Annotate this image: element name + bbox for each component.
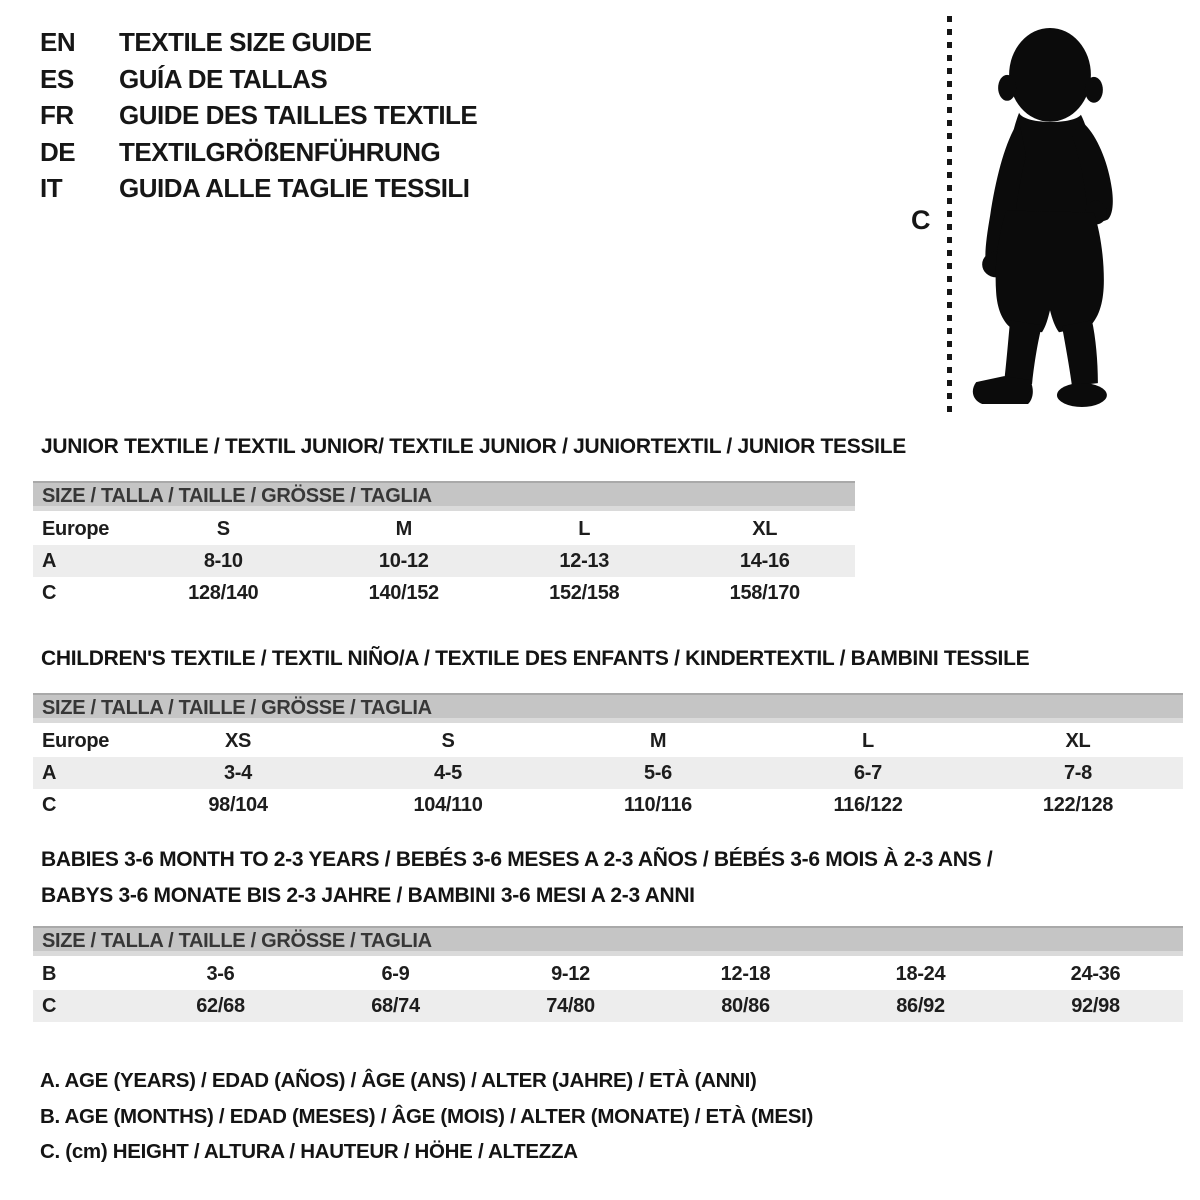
height-dimension-line <box>947 16 952 419</box>
language-code: IT <box>40 173 63 203</box>
language-row <box>40 170 477 207</box>
size-cell: 12-18 <box>720 962 771 985</box>
section-title: JUNIOR TEXTILE / TEXTIL JUNIOR/ TEXTILE JUNIOR / JUNIORTEXTIL / JUNIOR TESSILE <box>41 435 906 458</box>
size-cell: 68/74 <box>371 994 420 1017</box>
size-cell: 116/122 <box>833 793 903 816</box>
language-row <box>40 61 477 98</box>
size-cell: 104/110 <box>413 793 483 816</box>
size-cell: 122/128 <box>1042 793 1114 816</box>
size-cell: 140/152 <box>368 581 439 604</box>
size-cell: 4-5 <box>433 761 462 784</box>
size-table <box>33 513 855 609</box>
size-cell: 8-10 <box>203 549 243 572</box>
language-row <box>40 134 477 171</box>
size-cell: 110/116 <box>624 793 692 816</box>
section-title: BABYS 3-6 MONATE BIS 2-3 JAHRE / BAMBINI 3-6 MESI A 2-3 ANNI <box>41 884 695 907</box>
row-label: C <box>42 994 57 1017</box>
section-junior <box>33 429 906 609</box>
size-table <box>33 725 1183 821</box>
language-code: EN <box>40 27 76 57</box>
table-header-bar: SIZE / TALLA / TAILLE / GRÖSSE / TAGLIA <box>33 481 855 511</box>
row-label: B <box>42 962 57 985</box>
section-title: BABIES 3-6 MONTH TO 2-3 YEARS / BEBÉS 3-6 MESES A 2-3 AÑOS / BÉBÉS 3-6 MOIS À 2-3 ANS / <box>41 848 993 871</box>
row-label: C <box>42 581 57 604</box>
language-title: TEXTILE SIZE GUIDE <box>119 27 372 57</box>
size-cell: M <box>395 517 412 540</box>
toddler-silhouette-icon <box>961 21 1138 420</box>
size-table <box>33 958 1183 1022</box>
language-code: FR <box>40 100 74 130</box>
table-row <box>33 725 1183 757</box>
size-cell: 86/92 <box>896 994 945 1017</box>
size-cell: M <box>649 729 667 752</box>
size-cell: 128/140 <box>188 581 259 604</box>
language-row <box>40 97 477 134</box>
row-label: Europe <box>42 517 110 540</box>
table-row <box>33 958 1183 990</box>
size-cell: 92/98 <box>1071 994 1120 1017</box>
table-row <box>33 757 1183 789</box>
size-cell: 12-13 <box>559 549 610 572</box>
table-row <box>33 990 1183 1022</box>
language-title: GUÍA DE TALLAS <box>119 63 328 94</box>
table-header-bar: SIZE / TALLA / TAILLE / GRÖSSE / TAGLIA <box>33 926 1183 956</box>
size-cell: S <box>441 729 455 752</box>
size-cell: XL <box>752 517 778 540</box>
table-row <box>33 513 855 545</box>
language-title: TEXTILGRÖßENFÜHRUNG <box>119 136 441 167</box>
row-label: Europe <box>42 729 110 752</box>
legend-line: A. AGE (YEARS) / EDAD (AÑOS) / ÂGE (ANS) / ALTER (JAHRE) / ETÀ (ANNI) <box>40 1069 757 1092</box>
table-row <box>33 545 855 577</box>
section-babies <box>33 842 1183 1022</box>
size-cell: S <box>216 517 230 540</box>
size-cell: 18-24 <box>895 962 946 985</box>
table-row <box>33 577 855 609</box>
language-title: GUIDE DES TAILLES TEXTILE <box>119 100 478 130</box>
language-title: GUIDA ALLE TAGLIE TESSILI <box>119 173 470 203</box>
size-cell: 3-4 <box>223 761 252 784</box>
row-label: A <box>42 549 57 572</box>
size-cell: 5-6 <box>643 761 672 784</box>
size-cell: XS <box>224 729 252 752</box>
legend <box>40 1063 813 1170</box>
table-header-bar: SIZE / TALLA / TAILLE / GRÖSSE / TAGLIA <box>33 693 1183 723</box>
size-cell: 14-16 <box>739 549 790 572</box>
size-cell: 98/104 <box>208 793 268 816</box>
size-cell: 74/80 <box>546 994 595 1017</box>
section-children <box>33 641 1183 821</box>
language-code: ES <box>40 63 74 94</box>
size-cell: 7-8 <box>1063 761 1092 784</box>
size-cell: 6-9 <box>381 962 410 985</box>
legend-line: C. (cm) HEIGHT / ALTURA / HAUTEUR / HÖHE / ALTEZZA <box>40 1140 578 1163</box>
language-code: DE <box>40 136 76 167</box>
size-cell: 6-7 <box>853 761 882 784</box>
section-title: CHILDREN'S TEXTILE / TEXTIL NIÑO/A / TEXTILE DES ENFANTS / KINDERTEXTIL / BAMBINI TESSILE <box>41 647 1030 670</box>
size-cell: L <box>862 729 874 752</box>
size-cell: 152/158 <box>549 581 620 604</box>
legend-line: B. AGE (MONTHS) / EDAD (MESES) / ÂGE (MOIS) / ALTER (MONATE) / ETÀ (MESI) <box>40 1104 814 1128</box>
size-cell: 3-6 <box>206 962 235 985</box>
size-cell: L <box>578 517 591 540</box>
language-row <box>40 24 477 61</box>
size-cell: XL <box>1065 729 1091 752</box>
language-list <box>40 24 477 207</box>
size-cell: 24-36 <box>1070 962 1121 985</box>
row-label: A <box>42 761 57 784</box>
size-cell: 80/86 <box>721 994 770 1017</box>
size-cell: 9-12 <box>551 962 590 985</box>
table-row <box>33 789 1183 821</box>
size-cell: 62/68 <box>196 994 245 1017</box>
height-measure-label: C <box>911 205 931 235</box>
size-cell: 158/170 <box>729 581 800 604</box>
row-label: C <box>42 793 57 816</box>
size-cell: 10-12 <box>378 549 429 572</box>
